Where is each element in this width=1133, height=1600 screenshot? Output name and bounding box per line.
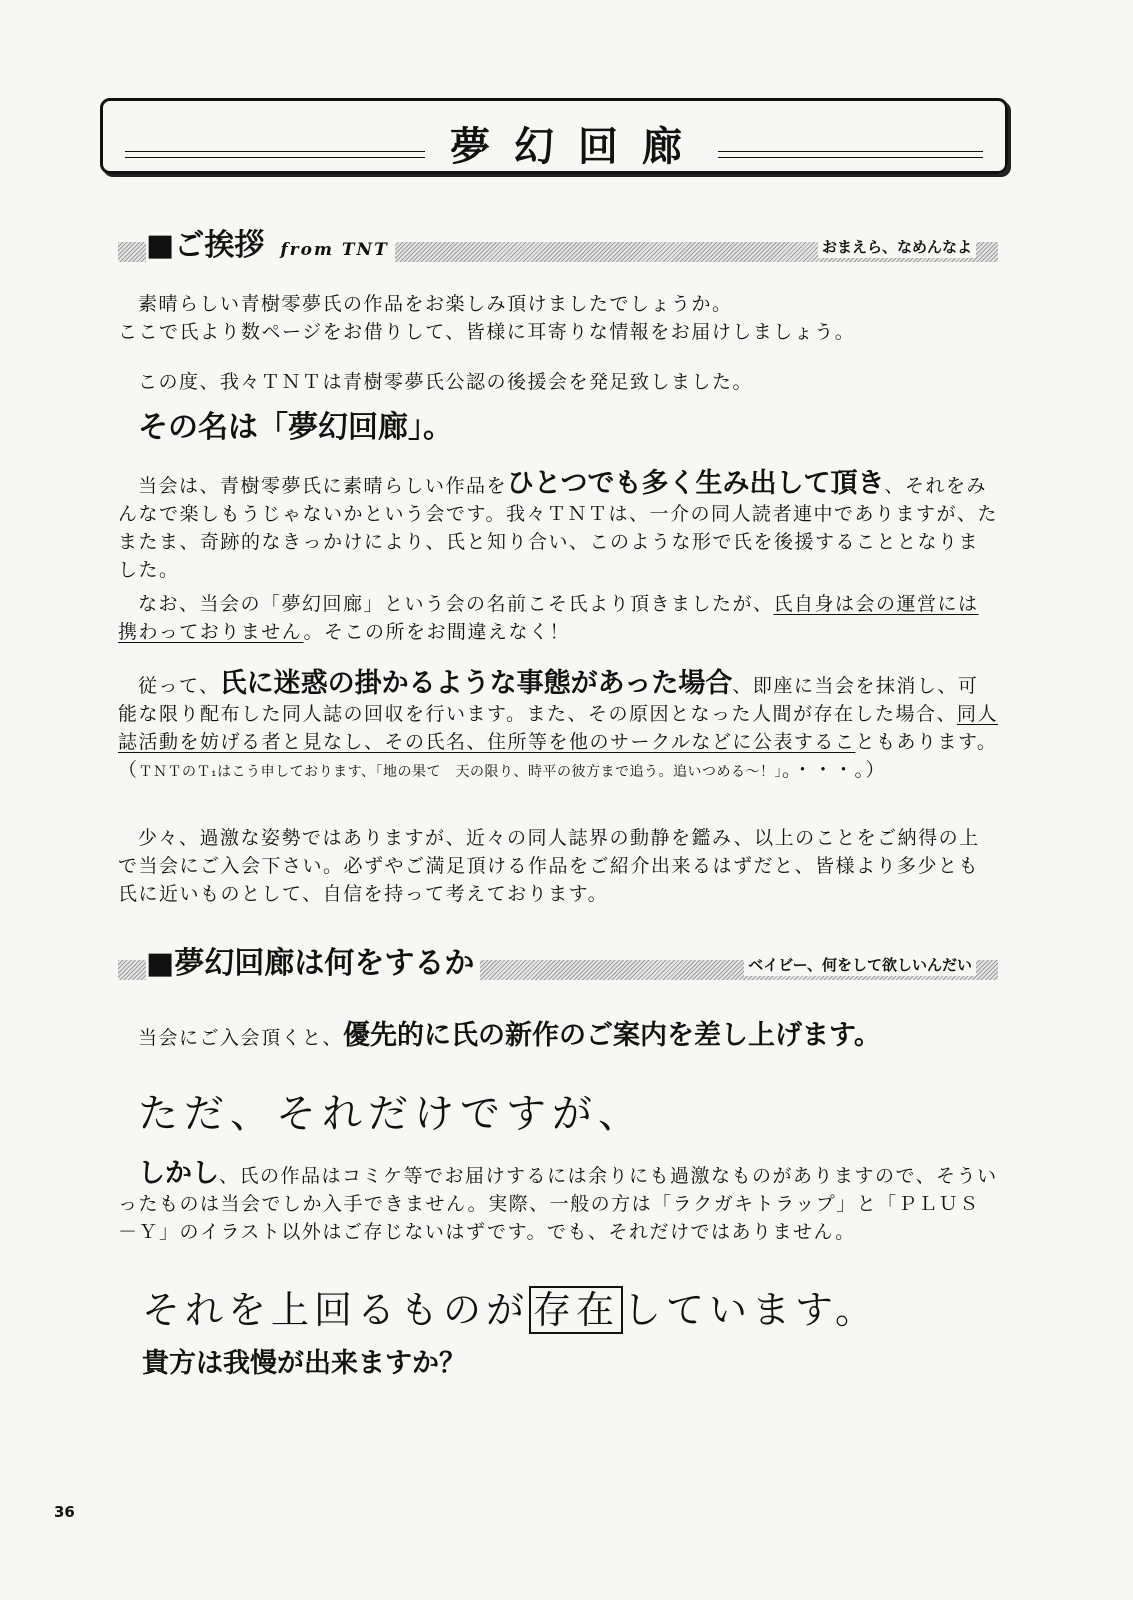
title-rule-left [125,151,425,158]
question-line: 貴方は我慢が出来ますか？ [142,1348,466,1379]
paragraph-however [118,1160,998,1246]
only-line: ただ、それだけですが、 [138,1091,644,1137]
purpose-text-pre: 当会は、青樹零夢氏に素晴らしい作品を [138,475,508,497]
purpose-text-post: 、それをみんなで楽しもうじゃないかという会です。我々ＴＮＴは、一介の同人読者連中でありますが、たまたま、奇跡的なきっかけにより、氏と知り合い、このような形で氏を後援することとなりました。 [118,475,998,581]
note-underline: 氏自身は会の運営には携わっておりません [118,593,979,643]
section-tagline: おまえら、なめんなよ [818,236,976,258]
intro-line-2: ここで氏より数ページをお借りして、皆様に耳寄りな情報をお届けしましょう。 [118,321,856,343]
section-from: from TNT [280,240,389,260]
warning-text-post1: ともあります。（ [118,731,998,781]
join-emphasis: 優先的に氏の新作のご案内を差し上げます。 [343,1020,881,1051]
section-title: ■ご挨拶 [146,228,265,263]
warning-text-mid: 、即座に当会を抹消し、可能な限り配布した同人誌の回収を行います。また、その原因となった人間が存在した場合、 [118,675,979,725]
join-line [138,1022,1018,1052]
warning-text-pre: 従って、 [138,675,220,697]
warning-underline: 同人誌活動を妨げる者と見なし、その氏名、住所等を他のサークルなどに公表するこ [118,703,998,753]
join-text: 当会にご入会頂くと、 [138,1027,344,1049]
section-tagline: ベイビー、何をして欲しいんだい [744,954,976,976]
exists-boxed-word: 存在 [529,1286,623,1334]
announce-line: この度、我々ＴＮＴは青樹零夢氏公認の後援会を発足致しました。 [138,371,754,393]
however-emphasis: しかし [138,1158,219,1189]
section-title: ■夢幻回廊は何をするか [146,946,475,981]
name-line: その名は「夢幻回廊」。 [138,410,453,445]
however-text: 、氏の作品はコミケ等でお届けするには余りにも過激なものがありますので、そういったものは当会でしか入手できません。実際、一般の方は「ラクガキトラップ」と「ＰＬＵＳ－Ｙ」のイラスト以外はご存じないはずです。でも、それだけではありません。 [118,1165,998,1243]
section-header-greeting [118,230,998,266]
title-box [100,98,1008,174]
warning-text-post2: 。・・・。） [782,759,887,781]
exists-text-pre: それを上回るものが [142,1288,530,1332]
title-rule-right [718,151,983,158]
note-text-post: 。そこの所をお間違えなく！ [303,621,570,643]
section-title-wrap [146,226,395,270]
paragraph-warning [118,670,998,786]
paragraph-note [118,590,998,646]
warning-aside: ＴＮＴのＴ₁はこう申しております、「地の果て 天の限り、時平の彼方まで追う。追いつめる～！」 [138,764,783,780]
exists-line [142,1284,1022,1336]
note-text-pre: なお、当会の「夢幻回廊」という会の名前こそ氏より頂きましたが、 [138,593,774,615]
section-title-wrap [146,944,480,984]
purpose-emphasis: ひとつでも多く生み出して頂き [507,468,885,499]
section-header-what [118,948,998,984]
exists-text-post: しています。 [623,1288,878,1332]
page-number: 36 [54,1503,75,1521]
paragraph-closing: 少々、過激な姿勢ではありますが、近々の同人誌界の動静を鑑み、以上のことをご納得の上で当会にご入会下さい。必ずやご満足頂ける作品をご紹介出来るはずだと、皆様より多少とも氏に近いものとして、自信を持って考えております。 [118,827,980,905]
intro-line-1: 素晴らしい青樹零夢氏の作品をお楽しみ頂けましたでしょうか。 [138,293,733,315]
paragraph-purpose [118,470,998,584]
warning-emphasis: 氏に迷惑の掛かるような事態があった場合 [219,668,733,699]
page-title: 夢幻回廊 [450,123,706,170]
